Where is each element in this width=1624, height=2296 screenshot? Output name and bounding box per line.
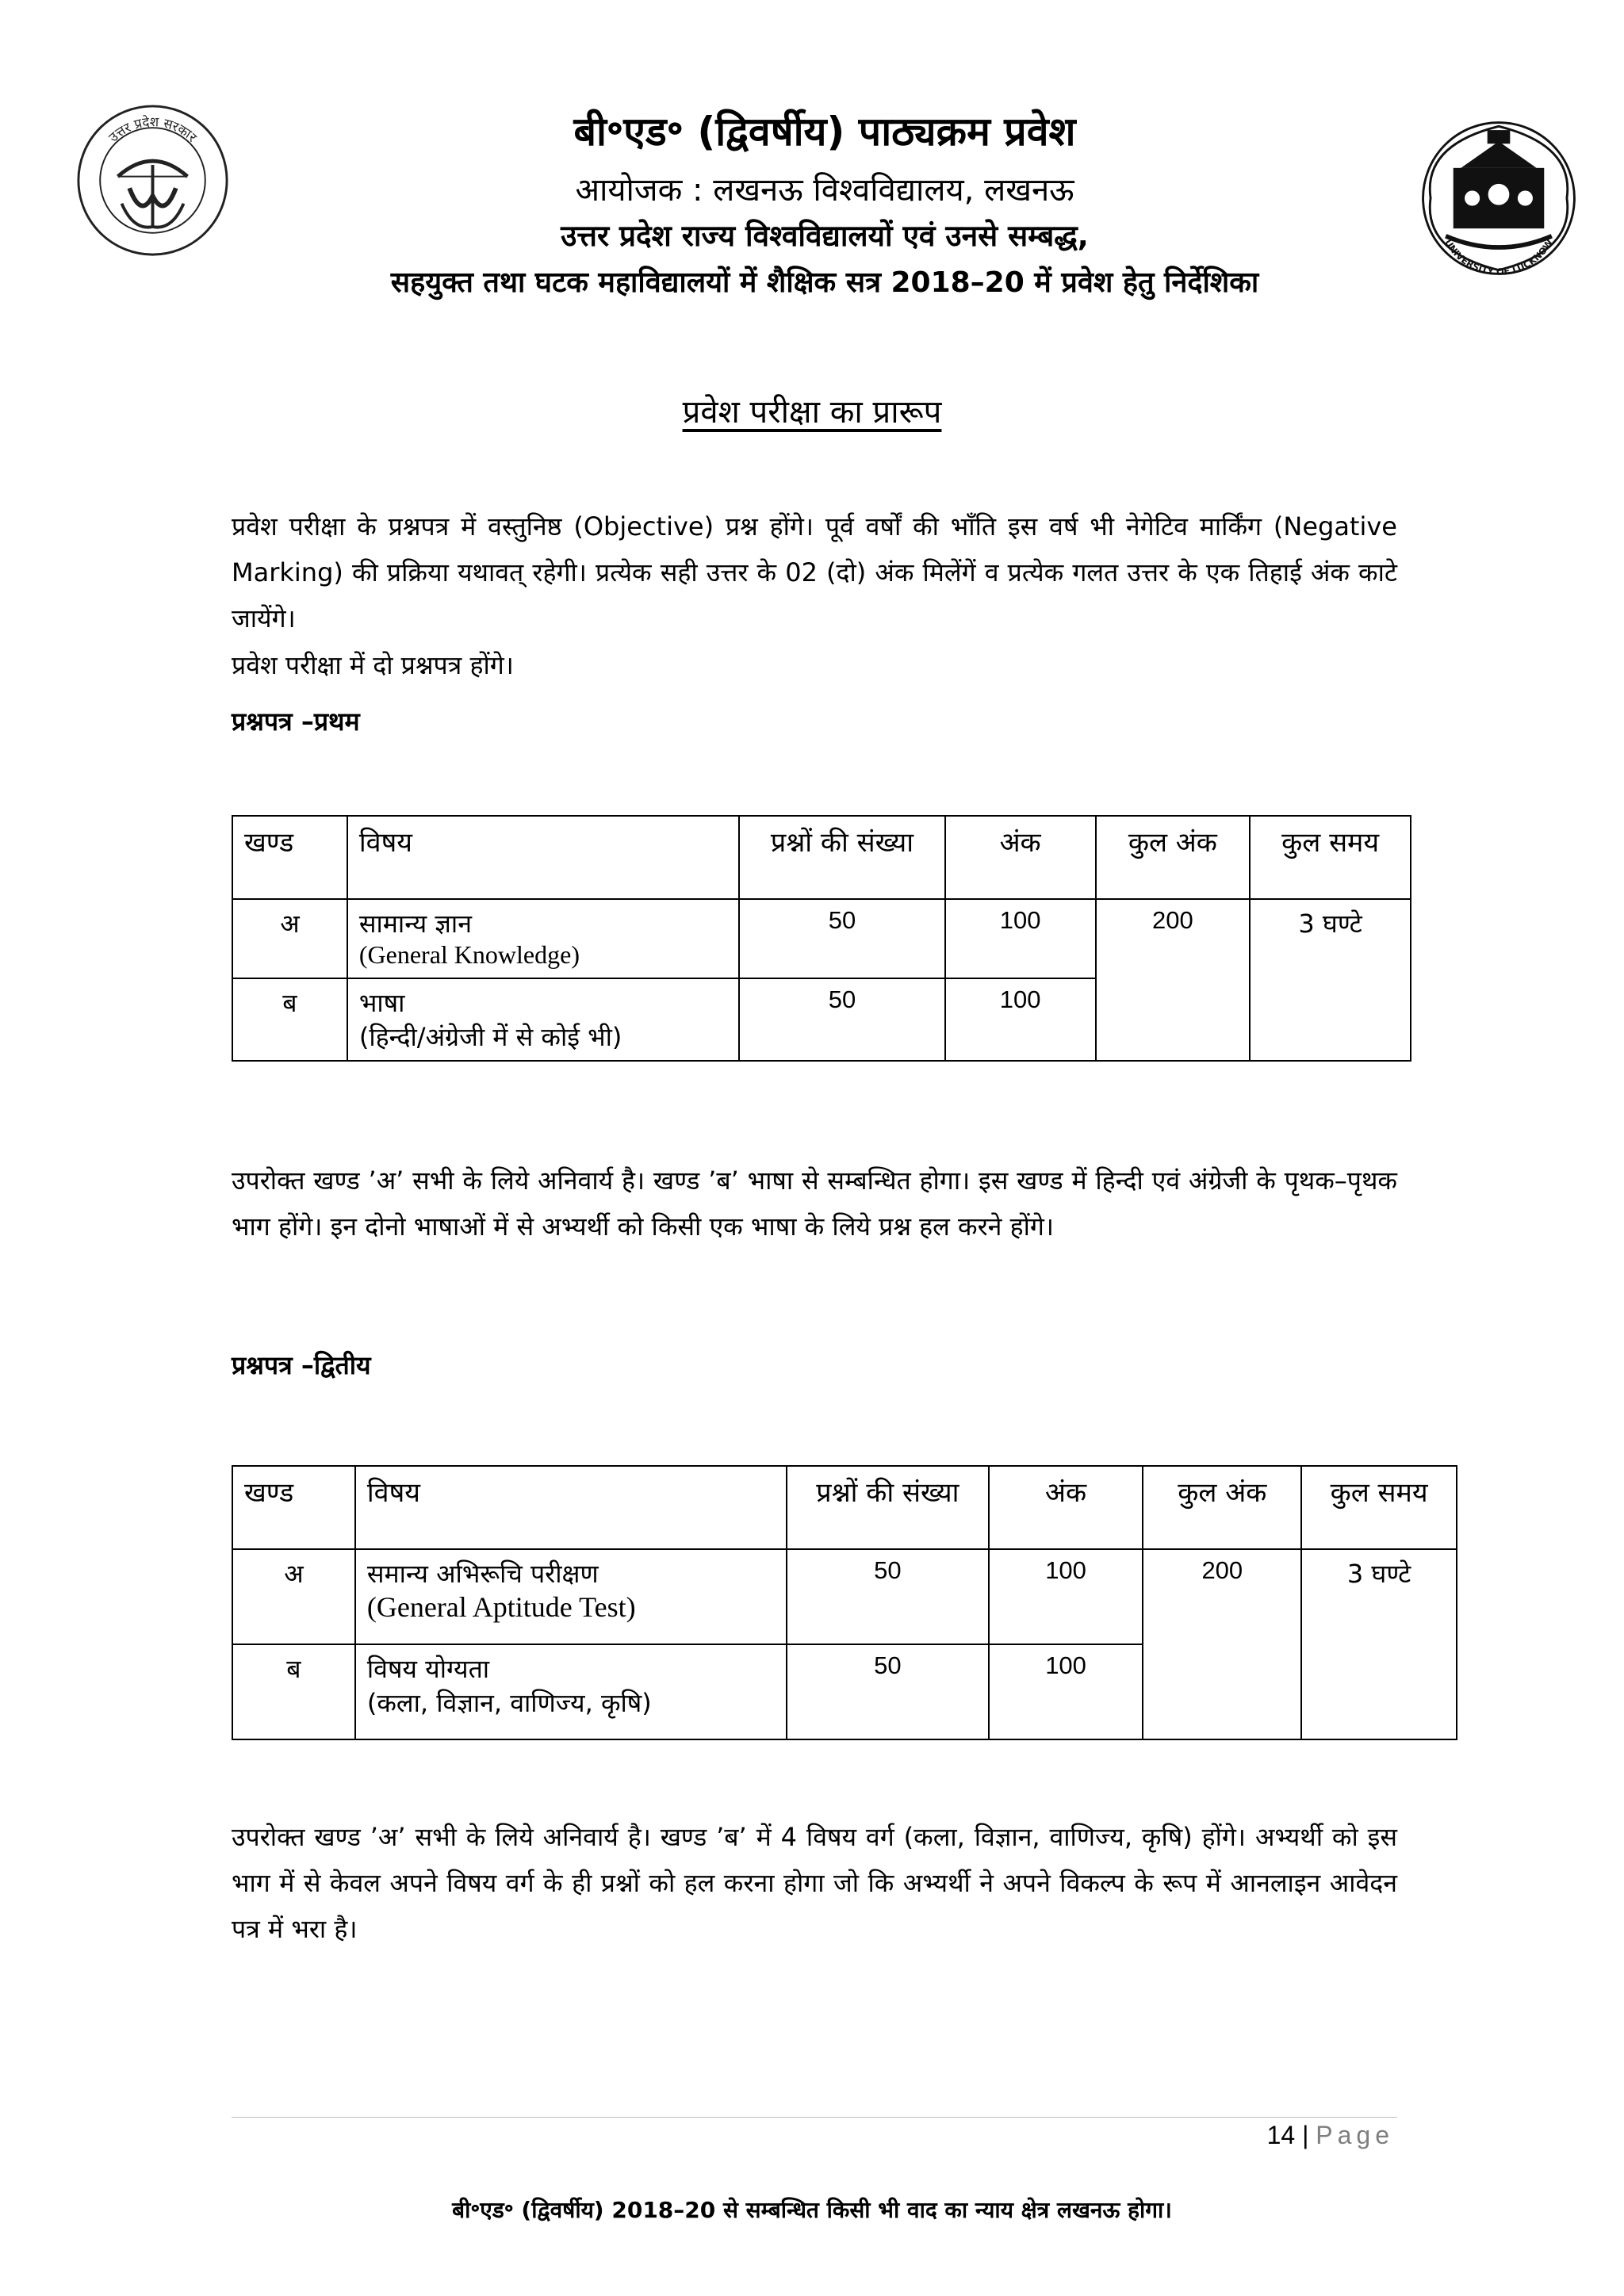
subject-name: समान्य अभिरूचि परीक्षण xyxy=(366,1559,599,1589)
up-government-seal-icon xyxy=(75,103,230,258)
header-marks: अंक xyxy=(989,1466,1143,1549)
paper-2-table xyxy=(232,1465,1457,1740)
subject-detail: (हिन्दी/अंग्रेजी में से कोई भी) xyxy=(358,1022,622,1052)
subject-cell xyxy=(347,899,739,978)
section-cell: अ xyxy=(232,899,347,978)
subject-english: (General Aptitude Test) xyxy=(366,1591,636,1623)
section-cell: ब xyxy=(232,1644,355,1739)
intro-paragraph: प्रवेश परीक्षा के प्रश्नपत्र में वस्तुनिष्ठ (Objective) प्रश्न होंगे। पूर्व वर्षों की भाँति इस वर्ष भी नेगेटिव मार्किंग (Negative Marking) की प्रक्रिया यथावत् रहेगी। प्रत्येक सही उत्तर के 02 (दो) अंक मिलेंगें व प्रत्येक गलत उत्तर के एक तिहाई अंक काटे जायेंगे। xyxy=(232,511,1397,633)
subtitle-line-2: सहयुक्त तथा घटक महाविद्यालयों में शैक्षिक सत्र 2018–20 में प्रवेश हेतु निर्देशिका xyxy=(390,266,1259,299)
paper-1-note: उपरोक्त खण्ड ’अ’ सभी के लिये अनिवार्य है। खण्ड ’ब’ भाषा से सम्बन्धित होगा। इस खण्ड में हिन्दी एवं अंग्रेजी के पृथक–पृथक भाग होंगे। इन दोनो भाषाओं में से अभ्यर्थी को किसी एक भाषा के लिये प्रश्न हल करने होंगे। xyxy=(232,1165,1397,1242)
page-number-separator: | xyxy=(1302,2121,1309,2149)
subject-cell xyxy=(347,978,739,1061)
footer-note: बी॰एड॰ (द्विवर्षीय) 2018–20 से सम्बन्धित किसी भी वाद का न्याय क्षेत्र लखनऊ होगा। xyxy=(452,2197,1172,2223)
paper-1-table xyxy=(232,815,1411,1062)
total-time-cell: 3 घण्टे xyxy=(1301,1549,1457,1739)
paper-2-note: उपरोक्त खण्ड ’अ’ सभी के लिये अनिवार्य है। खण्ड ’ब’ में 4 विषय वर्ग (कला, विज्ञान, वाणिज्य, कृषि) होंगे। अभ्यर्थी को इस भाग में से केवल अपने विषय वर्ग के ही प्रश्नों को हल करना होगा जो कि अभ्यर्थी ने अपने विकल्प के रूप में आनलाइन आवेदन पत्र में भरा है। xyxy=(232,1822,1397,1944)
section-title xyxy=(0,388,1624,432)
header-section: खण्ड xyxy=(232,1466,355,1549)
header-num-questions: प्रश्नों की संख्या xyxy=(787,1466,989,1549)
questions-cell: 50 xyxy=(739,978,945,1061)
document-title: बी॰एड॰ (द्विवर्षीय) पाठ्यक्रम प्रवेश xyxy=(573,109,1076,155)
marks-cell: 100 xyxy=(945,978,1096,1061)
section-title-text: प्रवेश परीक्षा का प्रारूप xyxy=(682,394,942,430)
total-time-cell: 3 घण्टे xyxy=(1250,899,1411,1061)
questions-cell: 50 xyxy=(787,1644,989,1739)
total-marks-cell: 200 xyxy=(1143,1549,1301,1739)
page-number-value: 14 xyxy=(1266,2121,1296,2149)
marks-cell: 100 xyxy=(989,1549,1143,1644)
page-label: Page xyxy=(1316,2121,1394,2149)
header-num-questions: प्रश्नों की संख्या xyxy=(739,816,945,899)
two-papers-paragraph: प्रवेश परीक्षा में दो प्रश्नपत्र होंगे। xyxy=(232,650,514,680)
organizer-line: आयोजक : लखनऊ विश्वविद्यालय, लखनऊ xyxy=(575,172,1074,209)
marks-cell: 100 xyxy=(945,899,1096,978)
paper-2-heading: प्रश्नपत्र –द्वितीय xyxy=(232,1350,371,1380)
svg-text:UNIVERSITY OF LUCKNOW: UNIVERSITY OF LUCKNOW xyxy=(1442,237,1555,277)
paper-1-heading: प्रश्नपत्र –प्रथम xyxy=(232,706,360,737)
university-of-lucknow-seal-icon xyxy=(1415,115,1582,281)
section-cell: अ xyxy=(232,1549,355,1644)
subject-name: सामान्य ज्ञान xyxy=(358,909,472,939)
header-total-time: कुल समय xyxy=(1301,1466,1457,1549)
header-total-time: कुल समय xyxy=(1250,816,1411,899)
subject-cell xyxy=(355,1549,787,1644)
subject-name: भाषा xyxy=(358,988,405,1018)
questions-cell: 50 xyxy=(787,1549,989,1644)
subject-detail: (कला, विज्ञान, वाणिज्य, कृषि) xyxy=(366,1688,652,1718)
page-number xyxy=(1267,2121,1394,2150)
header-subject: विषय xyxy=(347,816,739,899)
table-header-row xyxy=(232,1466,1457,1549)
header-section: खण्ड xyxy=(232,816,347,899)
questions-cell: 50 xyxy=(739,899,945,978)
header-subject: विषय xyxy=(355,1466,787,1549)
footer-divider xyxy=(232,2117,1397,2118)
subject-english: (General Knowledge) xyxy=(358,940,580,969)
subject-name: विषय योग्यता xyxy=(366,1654,490,1684)
header-total-marks: कुल अंक xyxy=(1096,816,1251,899)
header-total-marks: कुल अंक xyxy=(1143,1466,1301,1549)
subject-cell xyxy=(355,1644,787,1739)
subtitle-line: उत्तर प्रदेश राज्य विश्वविद्यालयों एवं उनसे सम्बद्ध, xyxy=(561,219,1089,253)
section-cell: ब xyxy=(232,978,347,1061)
table-row xyxy=(232,899,1411,978)
table-row xyxy=(232,1549,1457,1644)
header-marks: अंक xyxy=(945,816,1096,899)
marks-cell: 100 xyxy=(989,1644,1143,1739)
svg-text:उत्तर प्रदेश सरकार: उत्तर प्रदेश सरकार xyxy=(105,114,200,145)
total-marks-cell: 200 xyxy=(1096,899,1251,1061)
table-header-row xyxy=(232,816,1411,899)
